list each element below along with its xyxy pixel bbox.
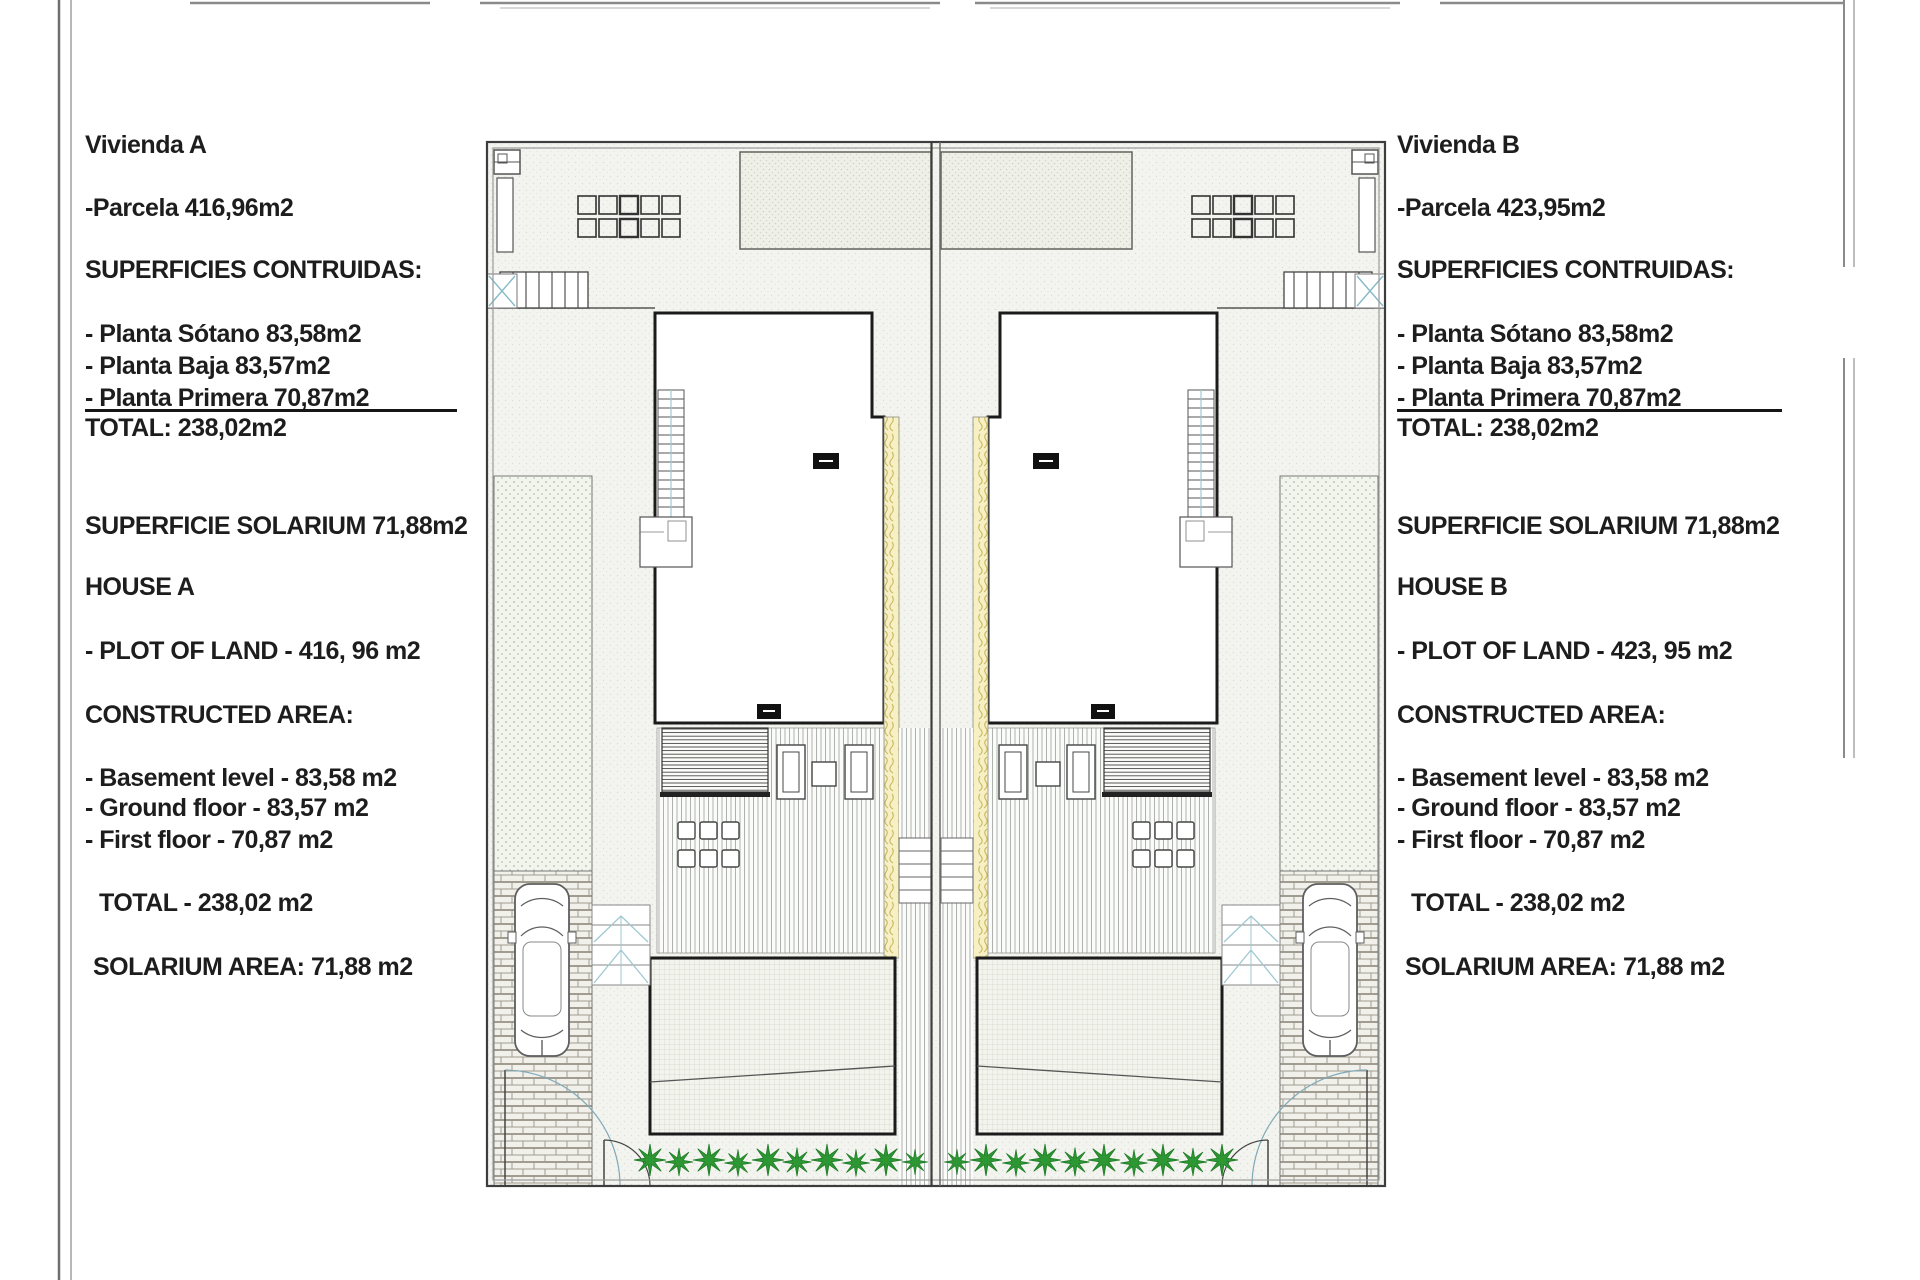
house-a-title: Vivienda A (85, 131, 207, 159)
house-a-plot-of-land: - PLOT OF LAND - 416, 96 m2 (85, 637, 421, 665)
house-b-heading-en: HOUSE B (1397, 573, 1508, 601)
house-a-planta-primera: - Planta Primera 70,87m2 (85, 384, 369, 412)
house-b-total-m2: TOTAL: 238,02m2 (1397, 414, 1599, 442)
underline-rule (85, 409, 457, 412)
house-a-total-m2: TOTAL: 238,02m2 (85, 414, 287, 442)
house-b-title: Vivienda B (1397, 131, 1520, 159)
house-b-plot-of-land: - PLOT OF LAND - 423, 95 m2 (1397, 637, 1733, 665)
house-b-planta-primera: - Planta Primera 70,87m2 (1397, 384, 1681, 412)
house-b-constructed-heading: CONSTRUCTED AREA: (1397, 701, 1666, 729)
site-ground (487, 142, 1385, 1186)
house-b-solarium-en: SOLARIUM AREA: 71,88 m2 (1405, 953, 1725, 981)
house-b-basement: - Basement level - 83,58 m2 (1397, 764, 1709, 792)
house-b-parcela: -Parcela 423,95m2 (1397, 194, 1606, 222)
house-a-heading-en: HOUSE A (85, 573, 195, 601)
house-a-planta-baja: - Planta Baja 83,57m2 (85, 352, 331, 380)
house-b-superficies-heading: SUPERFICIES CONTRUIDAS: (1397, 256, 1735, 284)
house-b-ground-floor: - Ground floor - 83,57 m2 (1397, 794, 1681, 822)
house-a-total-en: TOTAL - 238,02 m2 (99, 889, 313, 917)
house-a-solarium-m2: SUPERFICIE SOLARIUM 71,88m2 (85, 512, 468, 540)
house-b-planta-sotano: - Planta Sótano 83,58m2 (1397, 320, 1674, 348)
house-a-first-floor: - First floor - 70,87 m2 (85, 826, 333, 854)
house-b-planta-baja: - Planta Baja 83,57m2 (1397, 352, 1643, 380)
house-b-solarium-m2: SUPERFICIE SOLARIUM 71,88m2 (1397, 512, 1780, 540)
house-b-total-en: TOTAL - 238,02 m2 (1411, 889, 1625, 917)
house-b-first-floor: - First floor - 70,87 m2 (1397, 826, 1645, 854)
underline-rule (1397, 409, 1782, 412)
house-a-constructed-heading: CONSTRUCTED AREA: (85, 701, 354, 729)
house-a-superficies-heading: SUPERFICIES CONTRUIDAS: (85, 256, 423, 284)
house-a-solarium-en: SOLARIUM AREA: 71,88 m2 (93, 953, 413, 981)
house-a-planta-sotano: - Planta Sótano 83,58m2 (85, 320, 362, 348)
house-a-basement: - Basement level - 83,58 m2 (85, 764, 397, 792)
house-a-ground-floor: - Ground floor - 83,57 m2 (85, 794, 369, 822)
house-a-parcela: -Parcela 416,96m2 (85, 194, 294, 222)
